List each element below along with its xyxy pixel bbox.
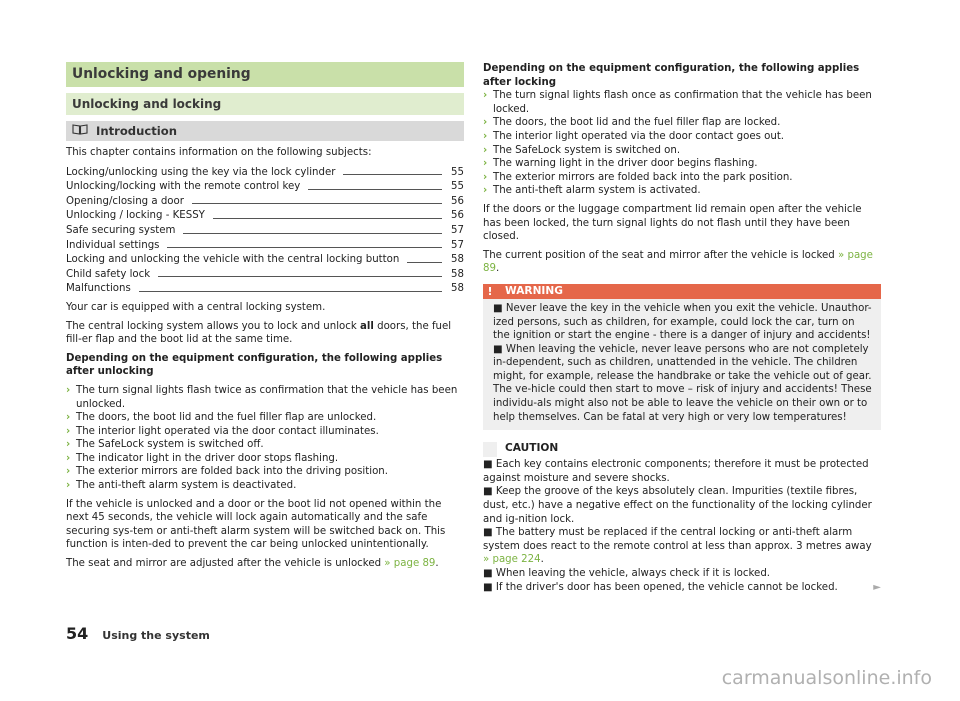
bullet-icon: ■ bbox=[483, 486, 493, 498]
bullet-icon: ■ bbox=[483, 527, 493, 539]
warning-header bbox=[483, 284, 881, 299]
list-item-text: The doors, the boot lid and the fuel filler flap are unlocked. bbox=[76, 412, 377, 424]
list-item-text: The turn signal lights flash once as confirmation that the vehicle has been locked. bbox=[493, 90, 872, 115]
bullet-icon: ■ bbox=[493, 302, 503, 314]
toc-leader bbox=[192, 203, 442, 204]
toc-title: Individual settings bbox=[66, 239, 160, 251]
toc-title: Malfunctions bbox=[66, 283, 131, 295]
toc-title: Locking/unlocking using the key via the lock cylinder bbox=[66, 166, 336, 178]
book-icon bbox=[72, 121, 96, 141]
list-item bbox=[483, 116, 881, 130]
toc-page: 58 bbox=[451, 254, 464, 266]
toc-page: 57 bbox=[451, 224, 464, 236]
paragraph: Your car is equipped with a central locking system. bbox=[66, 301, 326, 313]
toc-page: 56 bbox=[451, 195, 464, 207]
caution-item-text: Each key contains electronic components; therefore it must be protected against moisture and severe shocks. bbox=[483, 459, 869, 484]
caution-item bbox=[483, 485, 881, 526]
toc-page: 58 bbox=[451, 268, 464, 280]
unlock-list bbox=[66, 384, 464, 493]
toc-title: Safe securing system bbox=[66, 224, 176, 236]
toc-title: Unlocking / locking - KESSY bbox=[66, 210, 205, 222]
watermark: carmanualsonline.info bbox=[721, 667, 932, 689]
warning-item-text: Never leave the key in the vehicle when you exit the vehicle. Unauthor-ized persons, such as children, for example, could lock the car, turn on the ignition or start the engine - there is a danger of injury and accidents! bbox=[493, 302, 872, 342]
list-item-text: The anti-theft alarm system is activated. bbox=[493, 185, 701, 197]
warning-icon: ! bbox=[483, 284, 497, 299]
toc-title: Locking and unlocking the vehicle with the central locking button bbox=[66, 254, 400, 266]
page-link[interactable]: » page 89 bbox=[483, 249, 873, 275]
list-item-text: The indicator light in the driver door stops flashing. bbox=[76, 452, 339, 464]
text-run: doors, the fuel fill-er flap and the boot lid at the same time. bbox=[66, 320, 452, 346]
toc-page: 58 bbox=[451, 283, 464, 295]
caution-item bbox=[483, 567, 881, 581]
page-number: 54 bbox=[66, 624, 89, 643]
arrow-icon: › bbox=[66, 425, 71, 437]
arrow-icon: › bbox=[483, 130, 488, 142]
list-heading: Depending on the equipment configuration, the following applies after locking bbox=[483, 63, 860, 88]
bullet-icon: ■ bbox=[483, 581, 493, 593]
list-item bbox=[483, 157, 881, 171]
toc-title: Opening/closing a door bbox=[66, 195, 184, 207]
subsection-heading bbox=[66, 121, 464, 141]
arrow-icon: › bbox=[483, 171, 488, 183]
list-item bbox=[483, 144, 881, 158]
toc-entry[interactable] bbox=[66, 223, 464, 238]
list-item bbox=[483, 184, 881, 198]
chapter-heading: Unlocking and opening bbox=[66, 62, 464, 87]
toc-leader bbox=[139, 291, 442, 292]
list-item-text: The turn signal lights flash twice as confirmation that the vehicle has been unlocked. bbox=[76, 384, 458, 410]
intro-text: This chapter contains information on the following subjects: bbox=[66, 147, 372, 158]
list-item bbox=[66, 479, 464, 493]
list-item-text: The warning light in the driver door begins flashing. bbox=[493, 158, 758, 170]
paragraph bbox=[66, 320, 464, 347]
bullet-icon: ■ bbox=[483, 568, 493, 579]
text-run: . bbox=[540, 554, 544, 566]
paragraph: If the doors or the luggage compartment lid remain open after the vehicle has been locked, the turn signal lights do not flash until they have been closed. bbox=[483, 203, 862, 243]
list-item-text: The exterior mirrors are folded back into the driving position. bbox=[76, 466, 388, 478]
subsection-heading-text: Introduction bbox=[96, 124, 177, 138]
caution-item bbox=[483, 581, 881, 595]
toc-entry[interactable] bbox=[66, 165, 464, 180]
section-heading: Unlocking and locking bbox=[66, 93, 464, 115]
list-item-text: The SafeLock system is switched on. bbox=[493, 144, 681, 156]
caution-badge bbox=[483, 442, 497, 457]
text-run: The seat and mirror are adjusted after the vehicle is unlocked bbox=[66, 558, 385, 570]
toc-entry[interactable] bbox=[66, 208, 464, 223]
list-item bbox=[66, 411, 464, 425]
warning-body bbox=[483, 299, 881, 430]
arrow-icon: › bbox=[66, 452, 71, 464]
toc-entry[interactable] bbox=[66, 252, 464, 267]
toc-entry[interactable] bbox=[66, 238, 464, 253]
caution-item-text: The battery must be replaced if the central locking or anti-theft alarm system does react to the remote control at less than approx. 3 metres away bbox=[483, 527, 872, 552]
toc-title: Child safety lock bbox=[66, 268, 151, 280]
paragraph bbox=[483, 249, 881, 276]
bullet-icon: ■ bbox=[493, 343, 503, 355]
list-item bbox=[483, 89, 881, 116]
toc-leader bbox=[213, 218, 442, 219]
arrow-icon: › bbox=[66, 412, 71, 424]
warning-item-text: When leaving the vehicle, never leave persons who are not completely in-dependent, such as children, unattended in the vehicle. The children might, for example, release the handbrake or take the vehicle out of gear. The ve-hicle could then start to move – risk of injury and accidents! These individu-als might also not be able to leave the vehicle on their own or to help themselves. Can be fatal at very high or very low temperatures! bbox=[493, 343, 872, 423]
text-run: . bbox=[435, 558, 439, 570]
arrow-icon: › bbox=[66, 439, 71, 451]
right-column bbox=[483, 62, 881, 594]
toc-page: 55 bbox=[451, 181, 464, 193]
list-item-text: The interior light operated via the door contact illuminates. bbox=[76, 425, 379, 437]
toc-leader bbox=[167, 247, 442, 248]
left-column bbox=[66, 62, 464, 576]
caution-item-text: When leaving the vehicle, always check if it is locked. bbox=[495, 568, 771, 579]
arrow-icon: › bbox=[66, 384, 71, 396]
list-item-text: The interior light operated via the door contact goes out. bbox=[493, 130, 785, 142]
lock-list bbox=[483, 89, 881, 198]
emphasis-text: all bbox=[360, 320, 374, 332]
page-link[interactable]: » page 224 bbox=[483, 554, 541, 566]
list-heading: Depending on the equipment configuration, the following applies after unlocking bbox=[66, 352, 443, 378]
list-item-text: The exterior mirrors are folded back into the park position. bbox=[493, 171, 793, 183]
toc-leader bbox=[343, 174, 442, 175]
toc-leader bbox=[183, 233, 442, 234]
list-item-text: The SafeLock system is switched off. bbox=[76, 439, 264, 451]
caution-item bbox=[483, 526, 881, 567]
caution-header bbox=[483, 440, 881, 458]
list-item-text: The anti-theft alarm system is deactivated. bbox=[76, 480, 297, 492]
arrow-icon: › bbox=[483, 90, 488, 102]
list-item bbox=[483, 130, 881, 144]
caution-box bbox=[483, 440, 881, 594]
paragraph: If the vehicle is unlocked and a door or the boot lid not opened within the next 45 seconds, the vehicle will lock again automatically and the safe securing sys-tem or anti-theft alarm system will be switched back on. This function is inten-ded to prevent the car being unlocked unintentionally. bbox=[66, 498, 446, 551]
toc-page: 57 bbox=[451, 239, 464, 251]
text-run: The central locking system allows you to lock and unlock bbox=[66, 320, 360, 332]
bullet-icon: ■ bbox=[483, 459, 493, 471]
arrow-icon: › bbox=[483, 185, 488, 197]
toc-entry[interactable] bbox=[66, 281, 464, 296]
page-footer bbox=[66, 624, 210, 643]
arrow-icon: › bbox=[66, 480, 71, 492]
arrow-icon: › bbox=[483, 144, 488, 156]
toc-title: Unlocking/locking with the remote control key bbox=[66, 181, 301, 193]
toc-entry[interactable] bbox=[66, 267, 464, 282]
list-item bbox=[66, 465, 464, 479]
arrow-icon: › bbox=[66, 466, 71, 478]
text-run: . bbox=[495, 263, 500, 275]
list-item bbox=[66, 425, 464, 439]
list-item bbox=[483, 171, 881, 185]
continue-arrow-icon: ► bbox=[873, 581, 881, 593]
table-of-contents bbox=[66, 165, 464, 296]
toc-entry[interactable] bbox=[66, 179, 464, 194]
warning-item bbox=[493, 302, 873, 343]
warning-label: WARNING bbox=[497, 284, 881, 299]
toc-leader bbox=[407, 262, 442, 263]
caution-item-text: Keep the groove of the keys absolutely clean. Impurities (textile fibres, dust, etc.) have a negative effect on the functionality of the locking cylinder and ig-nition lock. bbox=[483, 486, 872, 525]
list-item bbox=[66, 438, 464, 452]
toc-page: 55 bbox=[451, 166, 464, 178]
list-item-text: The doors, the boot lid and the fuel filler flap are locked. bbox=[493, 117, 781, 129]
warning-item bbox=[493, 343, 873, 425]
caution-label: CAUTION bbox=[505, 442, 559, 455]
list-item bbox=[66, 452, 464, 466]
arrow-icon: › bbox=[483, 117, 488, 129]
toc-entry[interactable] bbox=[66, 194, 464, 209]
warning-box bbox=[483, 284, 881, 430]
list-item bbox=[66, 384, 464, 411]
page-link[interactable]: » page 89 bbox=[384, 558, 436, 570]
paragraph bbox=[66, 557, 464, 571]
footer-section: Using the system bbox=[102, 629, 210, 642]
text-run: The current position of the seat and mirror after the vehicle is locked bbox=[483, 249, 838, 261]
caution-item bbox=[483, 458, 881, 485]
toc-leader bbox=[308, 189, 442, 190]
arrow-icon: › bbox=[483, 158, 488, 170]
toc-leader bbox=[158, 276, 442, 277]
toc-page: 56 bbox=[451, 210, 464, 222]
caution-item-text: If the driver's door has been opened, the vehicle cannot be locked. bbox=[495, 581, 838, 593]
